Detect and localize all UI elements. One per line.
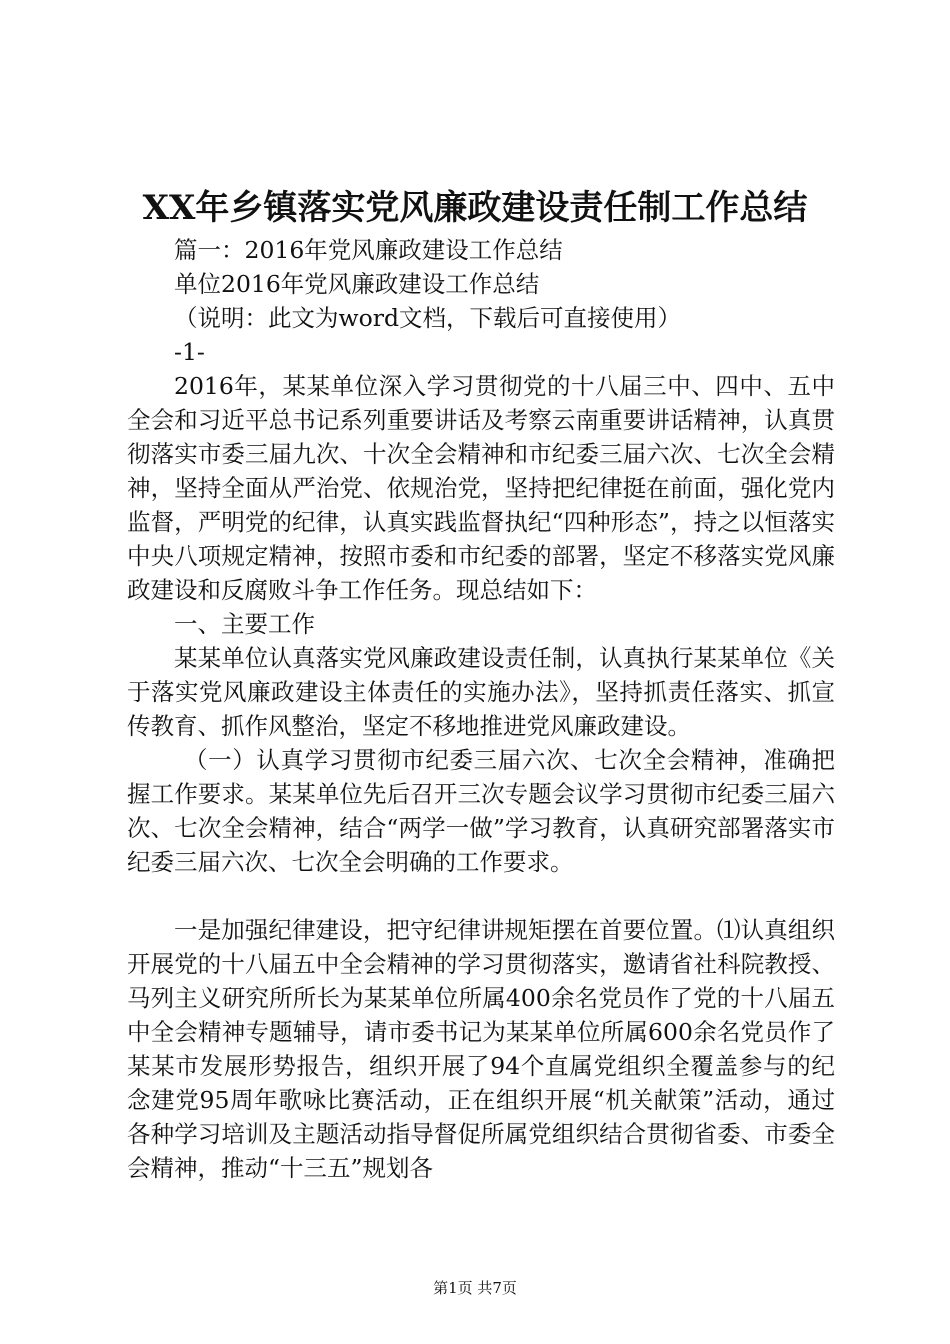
page-footer: 第1页 共7页 [433,1279,517,1297]
usage-note: （说明：此文为word文档，下载后可直接使用） [174,304,682,332]
document-body [127,233,835,1185]
section-heading-main-work: 一、主要工作 [174,610,315,638]
document-title: XX年乡镇落实党风廉政建设责任制工作总结 [142,188,808,228]
paragraph-study-plenary: （一）认真学习贯彻市纪委三届六次、七次全会精神，准确把握工作要求。某某单位先后召开三次专题会议学习贯彻市纪委三届六次、七次全会精神，结合“两学一做”学习教育，认真研究部署落实市纪委三届六次、七次全会明确的工作要求。 [127,746,835,876]
paragraph-intro: 2016年，某某单位深入学习贯彻党的十八届三中、四中、五中全会和习近平总书记系列重要讲话及考察云南重要讲话精神，认真贯彻落实市委三届九次、十次全会精神和市纪委三届六次、七次全会精神，坚持全面从严治党、依规治党，坚持把纪律挺在前面，强化党内监督，严明党的纪律，认真实践监督执纪“四种形态”，持之以恒落实中央八项规定精神，按照市委和市纪委的部署，坚定不移落实党风廉政建设和反腐败斗争工作任务。现总结如下： [127,372,835,604]
paragraph-discipline: 一是加强纪律建设，把守纪律讲规矩摆在首要位置。⑴认真组织开展党的十八届五中全会精神的学习贯彻落实，邀请省社科院教授、马列主义研究所所长为某某单位所属400余名党员作了党的十八届五中全会精神专题辅导，请市委书记为某某单位所属600余名党员作了某某市发展形势报告，组织开展了94个直属党组织全覆盖参与的纪念建党95周年歌咏比赛活动，正在组织开展“机关献策”活动，通过各种学习培训及主题活动指导督促所属党组织结合贯彻省委、市委全会精神，推动“十三五”规划各 [127,916,835,1182]
chapter-heading: 篇一：2016年党风廉政建设工作总结 [174,236,563,264]
document-subtitle: 单位2016年党风廉政建设工作总结 [174,270,540,298]
paragraph-spacer [127,879,835,913]
page-marker: -1- [174,338,205,366]
paragraph-responsibility: 某某单位认真落实党风廉政建设责任制，认真执行某某单位《关于落实党风廉政建设主体责任的实施办法》，坚持抓责任落实、抓宣传教育、抓作风整治，坚定不移地推进党风廉政建设。 [127,644,835,740]
